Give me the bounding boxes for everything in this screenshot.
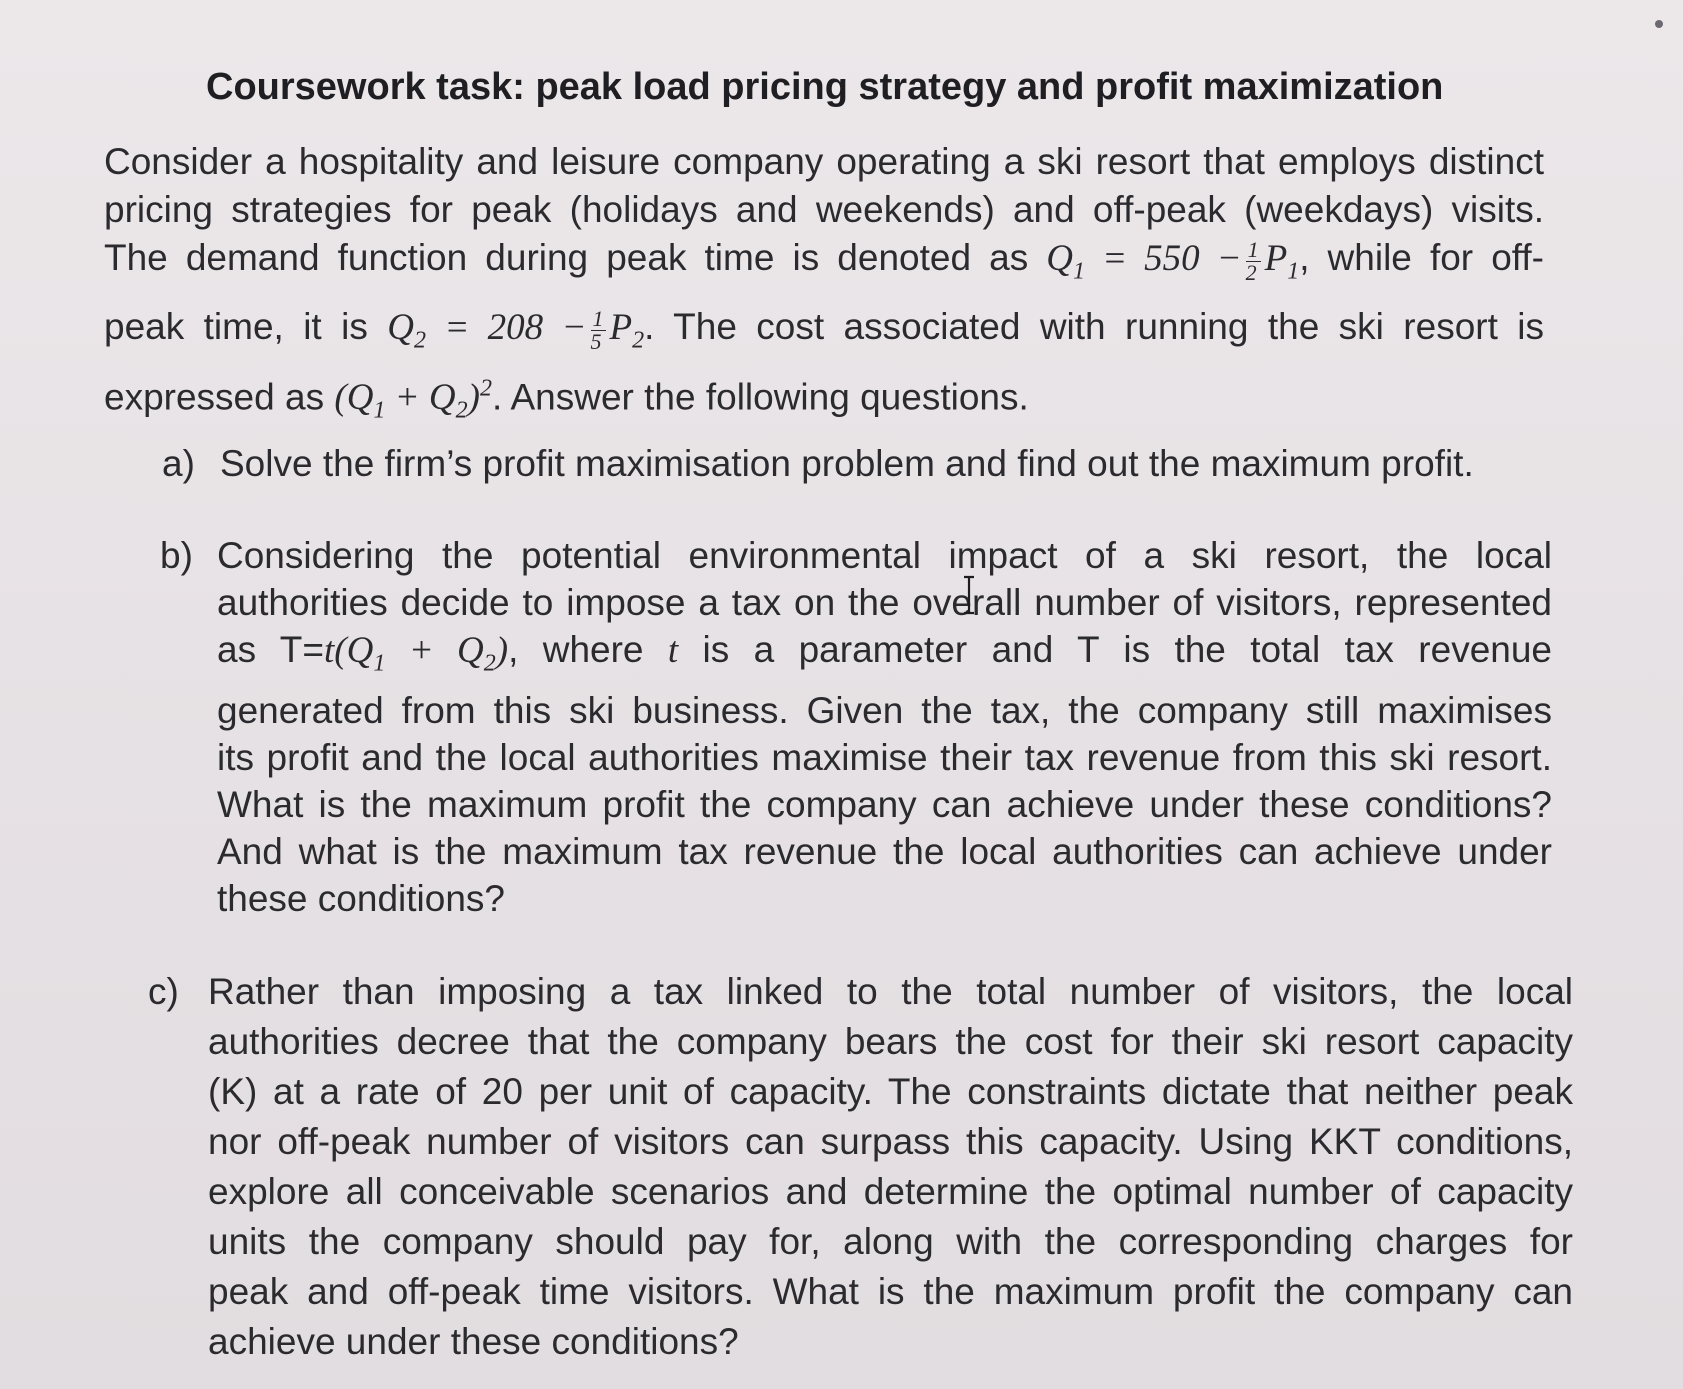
intro-line: pricing strategies for peak (holidays and weekends) and off-peak (weekdays) visits. [104, 189, 1544, 230]
question-c-line: nor off-peak number of visitors can surpass this capacity. Using KKT conditions, [208, 1121, 1573, 1162]
question-c-line: authorities decree that the company bears the cost for their ski resort capacity [208, 1021, 1573, 1062]
intro-text: . The cost associated with running the ski resort is [644, 306, 1545, 348]
question-marker: b) [160, 535, 193, 576]
intro-text: peak time, it is [104, 306, 368, 348]
equation-cost: $(Q_1 + Q_2)^2$ [334, 375, 492, 424]
fraction-one-half: $\frac{1}{2}$ [1245, 237, 1259, 286]
question-b [160, 532, 1560, 920]
question-c [148, 967, 1578, 1377]
question-b-line: Considering the potential environmental impact of a ski resort, the local [217, 535, 1552, 576]
tax-parameter: t [667, 630, 679, 671]
intro-text: , while for off- [1299, 237, 1544, 278]
question-c-line: peak and off-peak time visitors. What is the maximum profit the company can [208, 1271, 1573, 1312]
text-cursor-icon [962, 575, 976, 615]
page-title: Coursework task: peak load pricing strategy and profit maximization [206, 66, 1444, 108]
intro-paragraph [104, 138, 1544, 435]
question-marker: a) [162, 443, 195, 484]
question-b-line: these conditions? [217, 878, 505, 920]
question-b-line: authorities decide to impose a tax on the overall number of visitors, represented [217, 582, 1552, 623]
question-a-text: Solve the firm’s profit maximisation problem and find out the maximum profit. [220, 443, 1474, 484]
question-c-line: units the company should pay for, along with the corresponding charges for [208, 1221, 1573, 1262]
equation-peak-demand: $Q_1 = 550$ − $\frac{1}{2}$ $P_1$ [1046, 237, 1300, 286]
intro-line-demand-offpeak [104, 303, 1544, 364]
question-b-line: What is the maximum profit the company can achieve under these conditions? [217, 784, 1552, 826]
intro-line-demand-peak [104, 234, 1544, 295]
intro-line-cost [104, 365, 1544, 435]
fraction-one-fifth: $\frac{1}{5}$ [590, 306, 604, 355]
question-c-line: Rather than imposing a tax linked to the total number of visitors, the local [208, 971, 1573, 1012]
question-b-line: generated from this ski business. Given the tax, the company still maximises [217, 690, 1552, 732]
question-c-line: explore all conceivable scenarios and determine the optimal number of capacity [208, 1171, 1573, 1212]
question-c-line: achieve under these conditions? [208, 1321, 739, 1362]
intro-text: The demand function during peak time is denoted as [104, 237, 1029, 278]
intro-text: . Answer the following questions. [491, 376, 1029, 418]
question-c-line: (K) at a rate of 20 per unit of capacity. The constraints dictate that neither peak [208, 1071, 1573, 1112]
intro-text: expressed as [104, 376, 325, 418]
equation-tax: $t(Q_1 + Q_2)$ [324, 630, 509, 677]
question-b-line-tax: as $T=t(Q_1 + Q_2)$, where t is a parameter and T is the total tax revenue [217, 629, 1553, 677]
question-b-line: And what is the maximum tax revenue the local authorities can achieve under [217, 831, 1552, 873]
question-marker: c) [148, 971, 179, 1012]
intro-line: Consider a hospitality and leisure company operating a ski resort that employs distinct [104, 141, 1544, 182]
equation-offpeak-demand: $Q_2 = 208$ − $\frac{1}{5}$ $P_2$ [387, 306, 645, 355]
screen-dot [1655, 20, 1663, 28]
question-a [162, 440, 1542, 490]
question-b-line: its profit and the local authorities maximise their tax revenue from this ski resort. [217, 737, 1552, 779]
